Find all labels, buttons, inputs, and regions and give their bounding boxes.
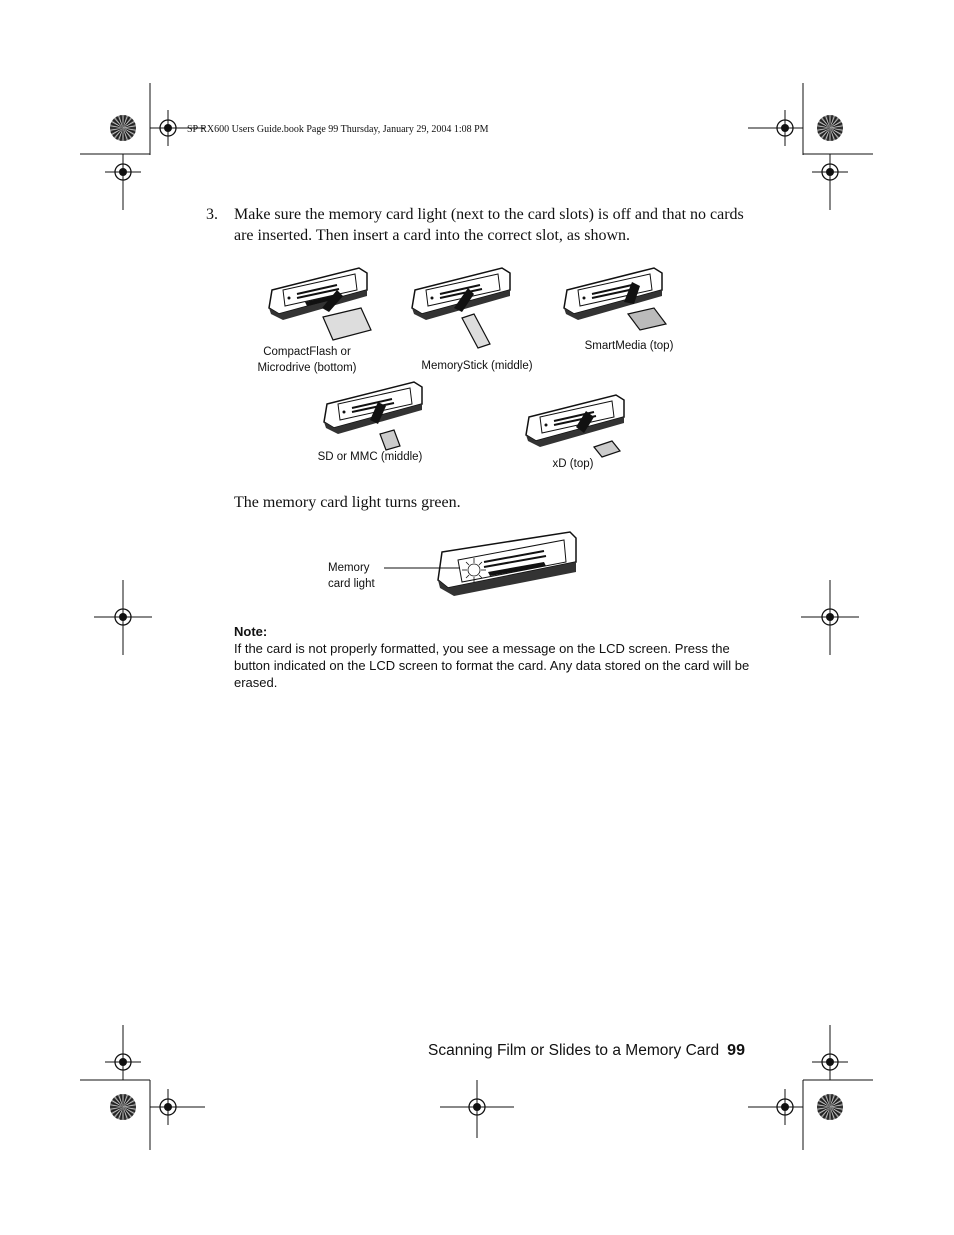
light-caption-line1: Memory (328, 562, 370, 574)
starburst-mark (110, 115, 136, 141)
compactflash-caption-line1: CompactFlash or (263, 346, 351, 358)
starburst-mark (817, 115, 843, 141)
step-text: Make sure the memory card light (next to the card slots) is off and that no cards are inserted. Then insert a card into the correct slot, as shown. (234, 206, 744, 244)
note-title: Note: (234, 624, 268, 639)
starburst-mark (110, 1094, 136, 1120)
compactflash-caption (240, 344, 374, 376)
print-header: SP RX600 Users Guide.book Page 99 Thursday, January 29, 2004 1:08 PM (187, 124, 489, 135)
light-caption-line2: card light (328, 578, 375, 590)
note-body: If the card is not properly formatted, you see a message on the LCD screen. Press the button indicated on the LCD screen to format the card. Any data stored on the card will be erased. (234, 641, 750, 690)
memory-card-light-illustration (434, 530, 579, 600)
page-footer (428, 1042, 745, 1060)
sd-illustration (320, 380, 430, 460)
light-leader-line (384, 566, 464, 570)
sd-caption: SD or MMC (middle) (317, 451, 423, 463)
page-number: 99 (727, 1042, 745, 1059)
smartmedia-illustration (560, 266, 670, 346)
light-caption (328, 560, 375, 592)
footer-title: Scanning Film or Slides to a Memory Card (428, 1042, 720, 1059)
smartmedia-caption: SmartMedia (top) (584, 340, 674, 352)
step-number: 3. (206, 206, 218, 223)
starburst-mark (817, 1094, 843, 1120)
xd-caption: xD (top) (552, 458, 594, 470)
result-text: The memory card light turns green. (234, 494, 461, 511)
memorystick-illustration (408, 266, 518, 356)
memorystick-caption: MemoryStick (middle) (421, 360, 533, 372)
compactflash-caption-line2: Microdrive (bottom) (257, 362, 357, 374)
compactflash-illustration (265, 266, 375, 346)
